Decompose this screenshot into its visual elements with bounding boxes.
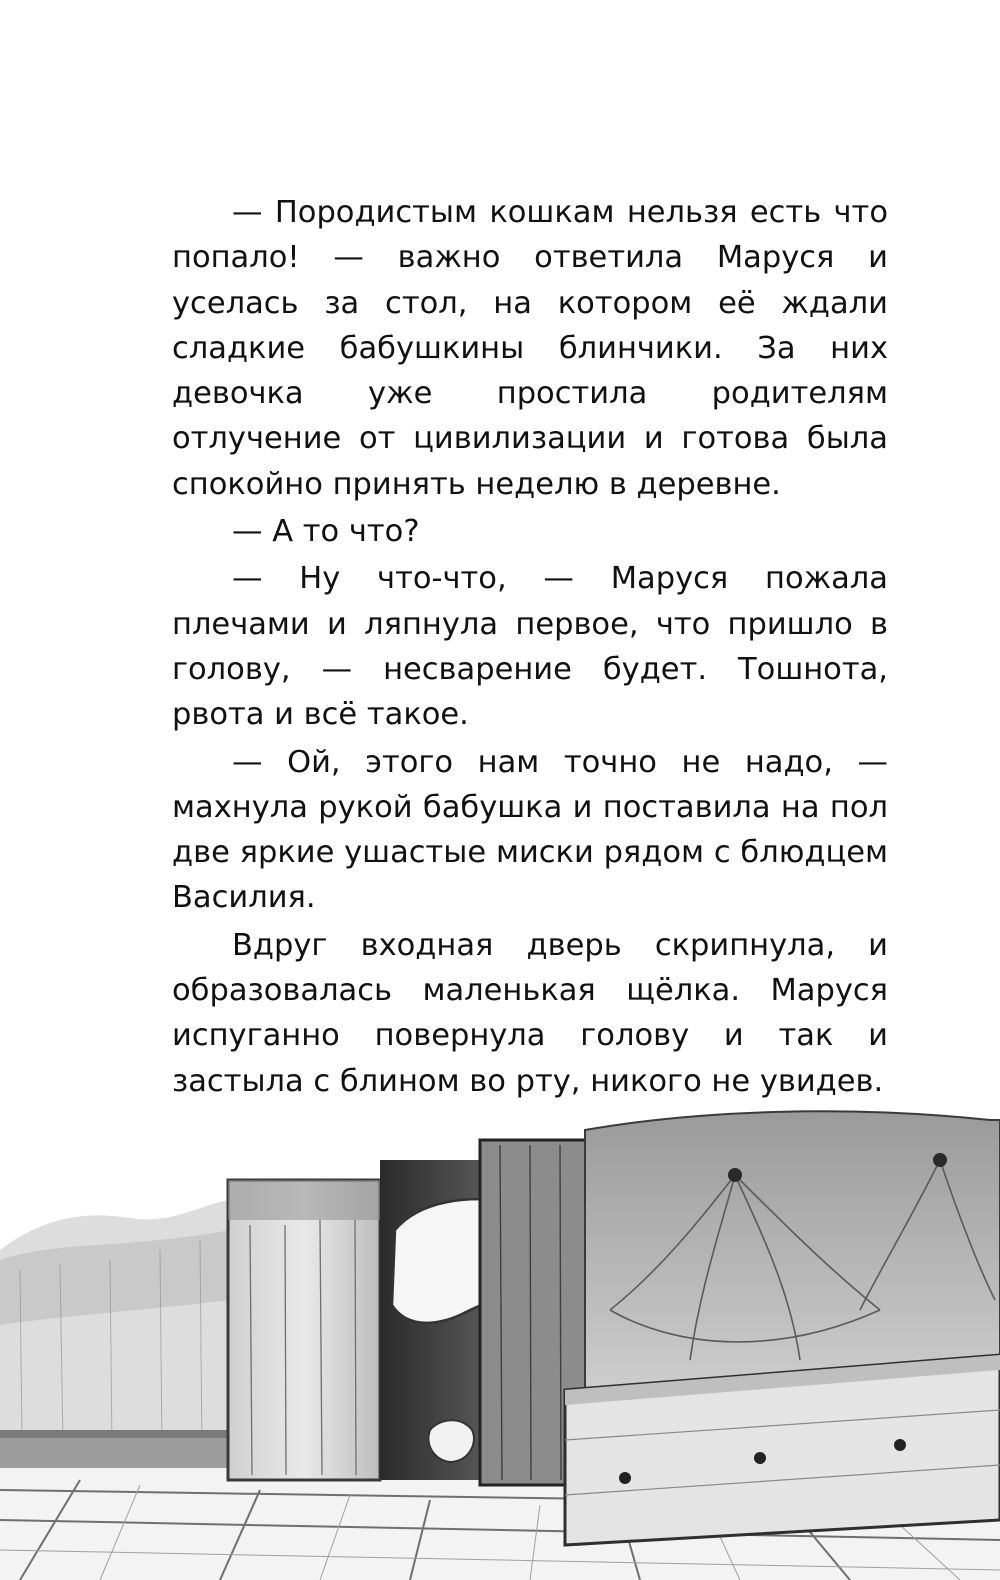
door-post-left [228, 1180, 380, 1480]
button-tuft [728, 1168, 742, 1182]
button-tuft [933, 1153, 947, 1167]
wooden-bench [565, 1355, 1000, 1545]
paragraph: — Породистым кошкам нельзя есть что попало! — важно ответила Маруся и уселась за стол, на котором её ждали сладкие бабушкины блинчики. За них девочка уже простила родителям отлучение от цивилизации и готова была спокойно принять неделю в деревне. [172, 195, 888, 502]
wall-left [0, 1200, 230, 1460]
paragraph: Вдруг входная дверь скрипнула, и образовалась маленькая щёлка. Маруся испуганно повернула голову и так и застыла с блином во рту, никого не увидев. [172, 927, 888, 1099]
tufted-panel [585, 1111, 1000, 1400]
door-and-paw-illustration [0, 1100, 1000, 1580]
paragraph: — Ну что-что, — Маруся пожала плечами и ляпнула первое, что пришло в голову, — несварение будет. Тошнота, рвота и всё такое. [172, 561, 888, 733]
paragraph: — А то что? [232, 514, 420, 550]
story-text [172, 190, 888, 1104]
paragraph: — Ой, этого нам точно не надо, — махнула рукой бабушка и поставила на пол две яркие ушастые миски рядом с блюдцем Василия. [172, 744, 888, 916]
